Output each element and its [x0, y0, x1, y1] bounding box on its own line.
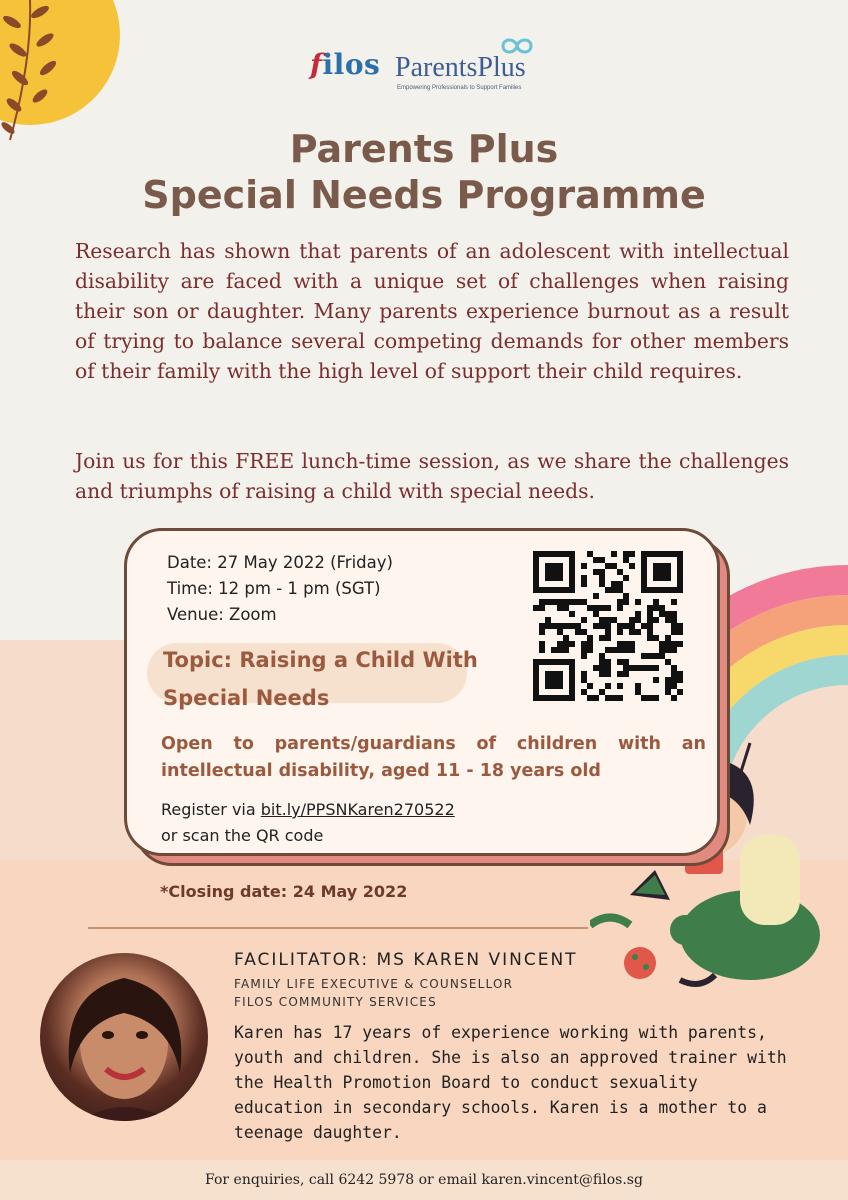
- facilitator-heading: FACILITATOR: MS KAREN VINCENT: [234, 950, 578, 970]
- event-topic: [163, 641, 523, 717]
- logo-bar: [290, 30, 560, 102]
- filos-logo: filos: [310, 48, 381, 81]
- event-topic-line2: Special Needs: [163, 686, 330, 710]
- parentsplus-tagline: Empowering Professionals to Support Families: [397, 85, 522, 91]
- event-date: Date: 27 May 2022 (Friday): [167, 553, 393, 572]
- closing-date: *Closing date: 24 May 2022: [160, 882, 408, 901]
- facilitator-portrait-image: [40, 953, 208, 1121]
- registration-link[interactable]: bit.ly/PPSNKaren270522: [260, 800, 455, 819]
- event-topic-line1: Topic: Raising a Child With: [163, 648, 478, 672]
- register-suffix: or scan the QR code: [161, 826, 324, 845]
- qr-code[interactable]: [533, 551, 683, 701]
- page-title-line2: Special Needs Programme: [142, 173, 706, 217]
- event-time: Time: 12 pm - 1 pm (SGT): [167, 579, 381, 598]
- register-prefix: Register via: [161, 800, 261, 819]
- parentsplus-logo: ParentsPlus: [395, 52, 526, 83]
- section-divider: [88, 927, 588, 929]
- facilitator-role: FAMILY LIFE EXECUTIVE & COUNSELLOR: [234, 977, 514, 991]
- eligibility-text: Open to parents/guardians of children with an intellectual disability, aged 11 - 18 years old: [161, 734, 706, 781]
- intro-paragraph: Research has shown that parents of an adolescent with intellectual disability are faced with a unique set of challenges when raising their son or daughter. Many parents experience burnout as a result of trying to balance several competing demands for other members of their family with the high level of support their child requires.: [75, 239, 789, 383]
- enquiries-text: For enquiries, call 6242 5978 or email karen.vincent@filos.sg: [205, 1172, 643, 1188]
- event-card: [124, 528, 720, 856]
- facilitator-organisation: FILOS COMMUNITY SERVICES: [234, 995, 437, 1009]
- page-title-line1: Parents Plus: [289, 127, 559, 171]
- facilitator-bio: Karen has 17 years of experience working with parents, youth and children. She is also an approved trainer with the Health Promotion Board to conduct sexuality education in secondary schools. Karen is a mother to a teenage daughter.: [234, 1023, 787, 1142]
- invitation-paragraph: Join us for this FREE lunch-time session, as we share the challenges and triumphs of raising a child with special needs.: [75, 449, 789, 503]
- facilitator-photo: [40, 953, 208, 1121]
- registration-info: [161, 797, 455, 849]
- event-venue: Venue: Zoom: [167, 605, 277, 624]
- footer: [0, 1160, 848, 1200]
